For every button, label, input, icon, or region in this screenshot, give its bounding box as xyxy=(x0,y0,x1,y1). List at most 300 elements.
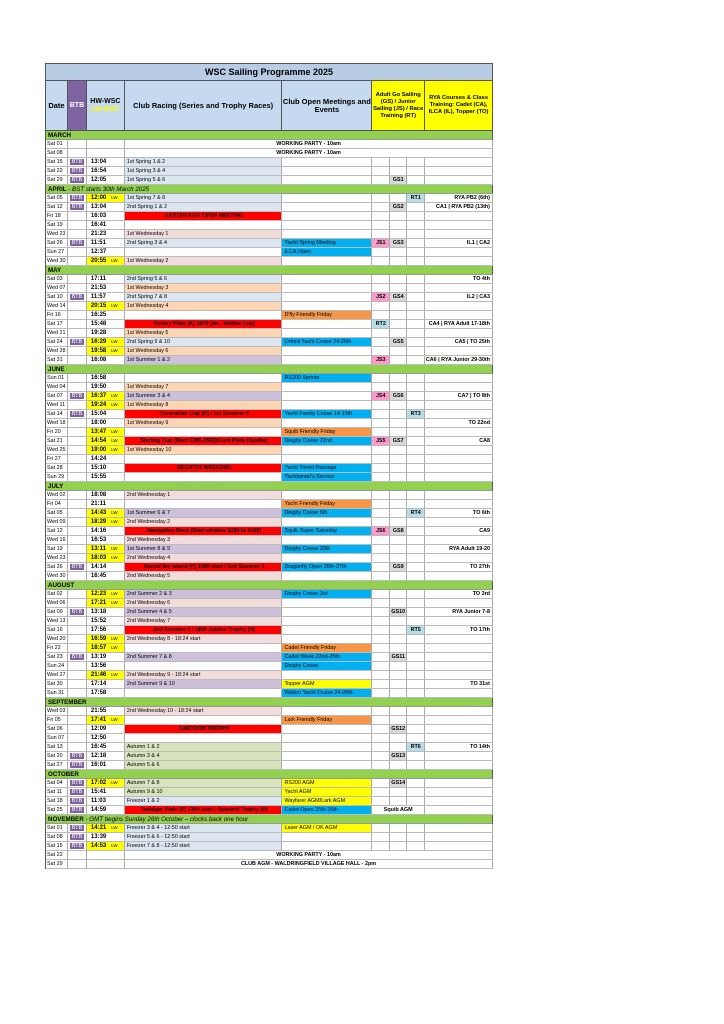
table-row xyxy=(46,284,493,293)
open-meeting-cell xyxy=(282,176,372,184)
table-row xyxy=(46,311,493,320)
table-row xyxy=(46,707,493,716)
adult-cell-2 xyxy=(390,284,407,292)
adult-cell-3 xyxy=(407,788,425,796)
tide-time: 16:41 xyxy=(90,222,107,228)
open-meeting-cell: Yacht Friendly Friday xyxy=(282,500,372,508)
table-row xyxy=(46,590,493,599)
adult-cell-2 xyxy=(390,419,407,427)
adult-cell-3: RT5 xyxy=(407,626,425,634)
club-racing-cell xyxy=(125,455,283,463)
date-cell: Fri 22 xyxy=(46,644,68,652)
header-hw: HW-WSC xyxy=(90,97,121,105)
adult-cell-3 xyxy=(407,707,425,715)
btb-cell xyxy=(68,734,87,742)
adult-cell-1 xyxy=(372,536,390,544)
table-row xyxy=(46,761,493,770)
adult-cell-2 xyxy=(390,275,407,283)
month-header xyxy=(46,770,493,779)
club-racing-cell: 2nd Spring 3 & 4 xyxy=(125,239,283,247)
table-row xyxy=(46,599,493,608)
adult-cell-2 xyxy=(390,743,407,751)
adult-cell-2 xyxy=(390,473,407,481)
tide-time: 17:41 xyxy=(90,717,107,723)
club-racing-cell xyxy=(125,500,283,508)
table-row xyxy=(46,374,493,383)
table-row xyxy=(46,491,493,500)
rya-cell xyxy=(425,671,493,679)
date-cell: Wed 13 xyxy=(46,617,68,625)
date-cell: Wed 11 xyxy=(46,401,68,409)
rya-cell xyxy=(425,464,493,472)
club-racing-cell xyxy=(125,716,283,724)
adult-cell-2 xyxy=(390,212,407,220)
adult-cell-3 xyxy=(407,545,425,553)
tide-cell xyxy=(87,563,125,571)
tide-time: 13:56 xyxy=(90,663,107,669)
tide-spacer xyxy=(87,149,125,157)
adult-cell-1 xyxy=(372,248,390,256)
tide-time: 17:11 xyxy=(90,276,106,282)
club-racing-cell: Autumn 7 & 8 xyxy=(125,779,283,787)
date-cell: Sat 28 xyxy=(46,464,68,472)
club-racing-cell xyxy=(125,734,283,742)
rya-cell xyxy=(425,311,493,319)
tide-cell xyxy=(87,500,125,508)
rya-cell: CA6 | RYA Junior 29-30th xyxy=(425,356,493,364)
tide-cell xyxy=(87,644,125,652)
adult-cell-2 xyxy=(390,158,407,166)
adult-cell-1 xyxy=(372,734,390,742)
tide-cell xyxy=(87,788,125,796)
btb-cell xyxy=(68,446,87,454)
rya-cell xyxy=(425,707,493,715)
btb-cell xyxy=(68,527,87,535)
lw-tag: LW xyxy=(111,825,118,830)
open-meeting-cell: Wayfarer AGM/Lark AGM xyxy=(282,797,372,805)
adult-cell-3 xyxy=(407,338,425,346)
date-cell: Wed 30 xyxy=(46,257,68,265)
tide-cell xyxy=(87,734,125,742)
date-cell: Sat 06 xyxy=(46,725,68,733)
table-row xyxy=(46,500,493,509)
rya-cell xyxy=(425,221,493,229)
adult-cell-2 xyxy=(390,356,407,364)
adult-cell-1 xyxy=(372,761,390,769)
btb-cell xyxy=(68,572,87,580)
adult-cell-2 xyxy=(390,464,407,472)
adult-cell-3 xyxy=(407,563,425,571)
table-row xyxy=(46,644,493,653)
tide-cell xyxy=(87,626,125,634)
btb-cell xyxy=(68,716,87,724)
tide-time: 17:14 xyxy=(90,681,107,687)
lw-tag: LW xyxy=(111,519,118,524)
table-row xyxy=(46,635,493,644)
btb-badge: BTB xyxy=(71,798,83,804)
date-cell: Sat 15 xyxy=(46,158,68,166)
open-meeting-cell xyxy=(282,167,372,175)
lw-tag: LW xyxy=(111,438,118,443)
date-cell: Wed 03 xyxy=(46,707,68,715)
tide-cell xyxy=(87,212,125,220)
tide-cell xyxy=(87,374,125,382)
club-racing-cell: REGATTA WEEKEND xyxy=(125,464,283,472)
adult-cell-1 xyxy=(372,203,390,211)
open-meeting-cell xyxy=(282,626,372,634)
club-racing-cell: EASTER EGG OPEN MEETING xyxy=(125,212,283,220)
adult-cell-3 xyxy=(407,599,425,607)
tide-time: 15:04 xyxy=(90,411,107,417)
club-racing-cell: Autumn 5 & 6 xyxy=(125,761,283,769)
tide-time: 12:05 xyxy=(90,177,107,183)
date-cell: Sat 14 xyxy=(46,410,68,418)
tide-time: 16:08 xyxy=(90,357,107,363)
btb-badge: BTB xyxy=(71,168,83,174)
table-row xyxy=(46,293,493,302)
tide-time: 12:23 xyxy=(90,591,107,597)
club-racing-cell: 2nd Summer 6 / 1908 Jubilee Trophy (H) xyxy=(125,626,283,634)
club-racing-cell xyxy=(125,248,283,256)
table-row xyxy=(46,410,493,419)
tide-time: 13:47 xyxy=(90,429,107,435)
tide-cell xyxy=(87,455,125,463)
btb-cell xyxy=(68,347,87,355)
table-row xyxy=(46,536,493,545)
adult-cell-1 xyxy=(372,419,390,427)
adult-cell-2: GS14 xyxy=(390,779,407,787)
date-cell: Sat 26 xyxy=(46,563,68,571)
tide-time: 19:24 xyxy=(90,402,107,408)
adult-cell-1: JS4 xyxy=(372,392,390,400)
tide-time: 20:55 xyxy=(90,258,107,264)
btb-cell xyxy=(68,788,87,796)
date-cell: Sat 01 xyxy=(46,140,68,148)
tide-time: 13:11 xyxy=(90,546,106,552)
tide-cell xyxy=(87,248,125,256)
adult-cell-1 xyxy=(372,662,390,670)
adult-cell-2 xyxy=(390,167,407,175)
btb-badge: BTB xyxy=(71,339,83,345)
btb-badge: BTB xyxy=(71,762,83,768)
tide-cell xyxy=(87,761,125,769)
adult-cell-1 xyxy=(372,797,390,805)
club-racing-cell: 1st Summer 6 & 7 xyxy=(125,509,283,517)
club-racing-cell: Autumn 1 & 2 xyxy=(125,743,283,751)
table-row xyxy=(46,572,493,581)
adult-cell-2 xyxy=(390,788,407,796)
open-meeting-cell xyxy=(282,194,372,202)
tide-cell xyxy=(87,419,125,427)
lw-tag: LW xyxy=(111,600,118,605)
adult-cell-3 xyxy=(407,536,425,544)
btb-cell xyxy=(68,842,87,850)
adult-cell-3 xyxy=(407,347,425,355)
lw-tag: LW xyxy=(111,555,118,560)
adult-cell-1 xyxy=(372,716,390,724)
date-cell: Fri 05 xyxy=(46,716,68,724)
open-meeting-cell xyxy=(282,212,372,220)
btb-badge: BTB xyxy=(71,834,83,840)
date-cell: Sat 11 xyxy=(46,788,68,796)
rya-cell: TO 27th xyxy=(425,563,493,571)
open-meeting-cell: Lark Friendly Friday xyxy=(282,716,372,724)
date-cell: Sun 29 xyxy=(46,473,68,481)
club-racing-cell: 1st Wednesday 7 xyxy=(125,383,283,391)
btb-cell xyxy=(68,662,87,670)
btb-cell xyxy=(68,284,87,292)
rya-cell: CA8 xyxy=(425,437,493,445)
date-cell: Sat 18 xyxy=(46,797,68,805)
tide-cell xyxy=(87,302,125,310)
adult-cell-1 xyxy=(372,608,390,616)
date-cell: Sat 03 xyxy=(46,275,68,283)
rya-cell: TO 14th xyxy=(425,743,493,751)
btb-cell xyxy=(68,473,87,481)
adult-cell-2 xyxy=(390,734,407,742)
adult-cell-2: GS6 xyxy=(390,392,407,400)
open-meeting-cell: ILCA Open xyxy=(282,248,372,256)
club-racing-cell: Freezer 5 & 6 - 12:50 start xyxy=(125,833,283,841)
table-row xyxy=(46,527,493,536)
adult-cell-1: JS1 xyxy=(372,239,390,247)
adult-cell-1 xyxy=(372,311,390,319)
adult-cell-2 xyxy=(390,374,407,382)
date-cell: Fri 18 xyxy=(46,212,68,220)
tide-cell xyxy=(87,491,125,499)
adult-cell-2 xyxy=(390,311,407,319)
open-meeting-cell xyxy=(282,401,372,409)
adult-cell-2: GS4 xyxy=(390,293,407,301)
open-meeting-cell xyxy=(282,518,372,526)
club-racing-cell xyxy=(125,689,283,697)
club-racing-cell: CARTOON TROPHY xyxy=(125,725,283,733)
tide-time: 16:53 xyxy=(90,537,107,543)
open-meeting-cell xyxy=(282,671,372,679)
tide-cell xyxy=(87,158,125,166)
tide-cell xyxy=(87,176,125,184)
tide-cell xyxy=(87,167,125,175)
date-cell: Sat 25 xyxy=(46,806,68,814)
table-row xyxy=(46,860,493,869)
open-meeting-cell xyxy=(282,455,372,463)
rya-cell xyxy=(425,734,493,742)
open-meeting-cell xyxy=(282,554,372,562)
btb-badge: BTB xyxy=(71,753,83,759)
adult-cell-3 xyxy=(407,518,425,526)
btb-badge: BTB xyxy=(71,393,83,399)
adult-cell-1: JS2 xyxy=(372,293,390,301)
adult-cell-1 xyxy=(372,599,390,607)
tide-cell xyxy=(87,662,125,670)
adult-cell-2 xyxy=(390,689,407,697)
table-row xyxy=(46,455,493,464)
adult-cell-2 xyxy=(390,230,407,238)
header-btb: BTB xyxy=(68,81,87,130)
rya-cell: TO 31st xyxy=(425,680,493,688)
club-racing-cell: 2nd Wednesday 5 xyxy=(125,572,283,580)
rya-cell xyxy=(425,797,493,805)
date-cell: Sat 01 xyxy=(46,824,68,832)
adult-cell-3 xyxy=(407,239,425,247)
adult-cell-3 xyxy=(407,680,425,688)
btb-cell xyxy=(68,824,87,832)
adult-cell-2: GS13 xyxy=(390,752,407,760)
adult-cell-1: JS3 xyxy=(372,356,390,364)
lw-tag: LW xyxy=(111,429,118,434)
rya-cell: CA4 | RYA Adult 17-18th xyxy=(425,320,493,328)
club-racing-cell: 2nd Spring 9 & 10 xyxy=(125,338,283,346)
table-row xyxy=(46,302,493,311)
adult-cell-3 xyxy=(407,383,425,391)
btb-badge: BTB xyxy=(71,195,83,201)
tide-cell xyxy=(87,437,125,445)
tide-time: 17:21 xyxy=(90,600,107,606)
btb-cell xyxy=(68,356,87,364)
date-cell: Sun 27 xyxy=(46,248,68,256)
adult-cell-2 xyxy=(390,509,407,517)
rya-cell xyxy=(425,716,493,724)
adult-cell-2: GS10 xyxy=(390,608,407,616)
adult-cell-2 xyxy=(390,428,407,436)
table-row xyxy=(46,788,493,797)
date-cell: Sat 19 xyxy=(46,545,68,553)
adult-cell-3 xyxy=(407,419,425,427)
table-row xyxy=(46,779,493,788)
open-meeting-cell xyxy=(282,752,372,760)
tide-time: 14:21 xyxy=(90,825,107,831)
tide-time: 13:19 xyxy=(90,654,107,660)
open-meeting-cell xyxy=(282,257,372,265)
table-row xyxy=(46,140,493,149)
tide-cell xyxy=(87,392,125,400)
adult-cell-2: GS2 xyxy=(390,203,407,211)
adult-cell-3 xyxy=(407,437,425,445)
tide-time: 21:23 xyxy=(90,231,107,237)
adult-cell-1 xyxy=(372,464,390,472)
tide-cell xyxy=(87,293,125,301)
club-racing-cell xyxy=(125,473,283,481)
adult-cell-3 xyxy=(407,374,425,382)
adult-cell-1 xyxy=(372,545,390,553)
adult-cell-2 xyxy=(390,248,407,256)
adult-cell-2 xyxy=(390,491,407,499)
date-cell: Wed 21 xyxy=(46,329,68,337)
working-party-cell: WORKING PARTY - 10am xyxy=(125,140,493,148)
tide-spacer xyxy=(87,851,125,859)
month-name: NOVEMBER xyxy=(48,816,84,823)
adult-cell-3 xyxy=(407,167,425,175)
date-cell: Sat 15 xyxy=(46,842,68,850)
adult-cell-1: RT2 xyxy=(372,320,390,328)
header-tide xyxy=(87,81,125,130)
table-row xyxy=(46,428,493,437)
tide-cell xyxy=(87,446,125,454)
open-meeting-cell: Laser AGM / OK AGM xyxy=(282,824,372,832)
adult-cell-1 xyxy=(372,221,390,229)
btb-cell xyxy=(68,860,87,868)
btb-cell xyxy=(68,779,87,787)
btb-cell xyxy=(68,410,87,418)
tide-time: 15:55 xyxy=(90,474,107,480)
tide-time: 13:04 xyxy=(90,204,107,210)
adult-cell-3: RT3 xyxy=(407,410,425,418)
rya-cell xyxy=(425,302,493,310)
adult-cell-2 xyxy=(390,446,407,454)
rya-cell xyxy=(425,806,493,814)
date-cell: Sat 29 xyxy=(46,176,68,184)
btb-cell xyxy=(68,608,87,616)
adult-cell-2 xyxy=(390,329,407,337)
tide-time: 18:57 xyxy=(90,645,107,651)
date-cell: Sat 26 xyxy=(46,239,68,247)
club-racing-cell: 1st Wednesday 10 xyxy=(125,446,283,454)
adult-cell-1 xyxy=(372,257,390,265)
table-row xyxy=(46,401,493,410)
tide-cell xyxy=(87,383,125,391)
club-racing-cell xyxy=(125,311,283,319)
club-racing-cell xyxy=(125,374,283,382)
rya-cell xyxy=(425,662,493,670)
open-meeting-cell: Dinghy Cruise 6th xyxy=(282,509,372,517)
club-racing-cell: Trafalgar Plate (P) 1300 start / Quantrill Trophy (H) xyxy=(125,806,283,814)
adult-cell-span: Squib AGM xyxy=(372,806,425,814)
table-row xyxy=(46,806,493,815)
adult-cell-3 xyxy=(407,716,425,724)
btb-cell xyxy=(68,176,87,184)
adult-cell-1 xyxy=(372,383,390,391)
month-header xyxy=(46,365,493,374)
open-meeting-cell xyxy=(282,158,372,166)
tide-cell xyxy=(87,410,125,418)
tide-time: 18:08 xyxy=(90,492,107,498)
adult-cell-2: GS8 xyxy=(390,527,407,535)
rya-cell xyxy=(425,428,493,436)
btb-cell xyxy=(68,239,87,247)
adult-cell-3 xyxy=(407,644,425,652)
working-party-cell: WORKING PARTY - 10am xyxy=(125,851,493,859)
adult-cell-3 xyxy=(407,527,425,535)
adult-cell-1 xyxy=(372,572,390,580)
tide-time: 20:15 xyxy=(90,303,107,309)
lw-tag: LW xyxy=(111,348,118,353)
open-meeting-cell: Topper AGM xyxy=(282,680,372,688)
table-row xyxy=(46,275,493,284)
adult-cell-3 xyxy=(407,725,425,733)
tide-cell xyxy=(87,743,125,751)
tide-cell xyxy=(87,689,125,697)
open-meeting-cell xyxy=(282,761,372,769)
club-racing-cell: 2nd Wednesday 6 xyxy=(125,599,283,607)
btb-badge: BTB xyxy=(71,177,83,183)
table-row xyxy=(46,392,493,401)
btb-badge: BTB xyxy=(71,807,83,813)
working-party-cell: WORKING PARTY - 10am xyxy=(125,149,493,157)
table-row xyxy=(46,563,493,572)
btb-cell xyxy=(68,509,87,517)
club-racing-cell: 1st Spring 3 & 4 xyxy=(125,167,283,175)
adult-cell-3 xyxy=(407,662,425,670)
month-note: - GMT begins Sunday 26th October – clocks back one hour xyxy=(83,816,249,823)
date-cell: Sat 16 xyxy=(46,626,68,634)
open-meeting-cell xyxy=(282,203,372,211)
tide-time: 16:58 xyxy=(90,375,107,381)
date-cell: Sat 29 xyxy=(46,860,68,868)
adult-cell-2 xyxy=(390,320,407,328)
table-row xyxy=(46,833,493,842)
table-row xyxy=(46,671,493,680)
tide-time: 21:46 xyxy=(90,672,107,678)
